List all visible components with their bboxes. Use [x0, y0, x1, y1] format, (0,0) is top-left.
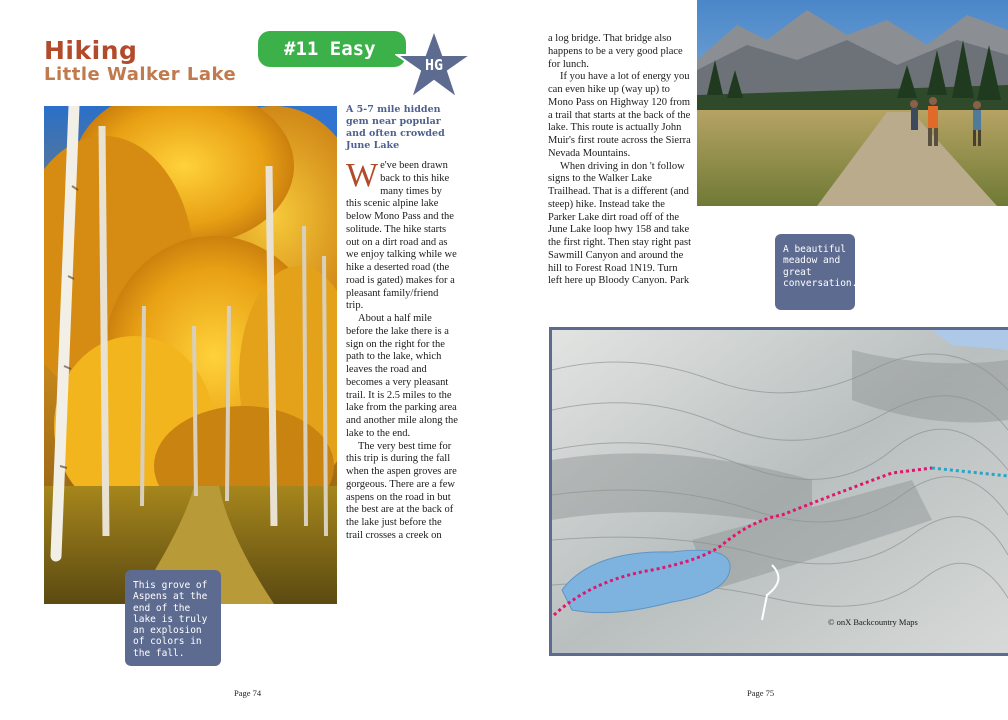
page-title: Hiking — [44, 36, 138, 65]
page-number-right: Page 75 — [747, 688, 775, 698]
difficulty-badge: #11 Easy — [258, 31, 406, 67]
paragraph: e've been drawn back to this hike many times by this scenic alpine lake below Mono Pass and the solitude. The hike starts out on a dirt road and as we enjoy talking while we hike a deserted road (the road is gated) makes for a pleasant family/friend trip. — [346, 160, 457, 312]
paragraph: The very best time for this trip is during the fall when the aspen groves are gorgeous. There are a few aspens on the road in but the best are at the back of the lake just before the trail crosses a creek on — [346, 440, 457, 541]
drop-cap: W — [346, 157, 379, 194]
page-subtitle: Little Walker Lake — [44, 64, 237, 85]
paragraph: About a half mile before the lake there is a sign on the right for the path to the lake, which leaves the road and becomes a very pleasant trail. It is 2.5 miles to the lake from the parking area and another mile along the lake to the end. — [346, 313, 458, 439]
aspen-grove-photo — [44, 106, 337, 604]
page-number-left: Page 74 — [234, 688, 262, 698]
paragraph: If you have a lot of energy you can even hike up (way up) to Mono Pass on Highway 120 from a trail that starts at the back of the lake. This route is actually John Muir's first route across the Sierra Nevada Mountains. — [548, 71, 691, 159]
article-subhead: A 5-7 mile hidden gem near popular and often crowded June Lake — [346, 104, 445, 151]
aspen-caption: This grove of Aspens at the end of the lake is truly an explosion of colors in the fall. — [125, 570, 221, 666]
body-column-2 — [548, 33, 692, 288]
map-credit: © onX Backcountry Maps — [828, 617, 918, 627]
trail-map — [549, 327, 1008, 656]
meadow-caption: A beautiful meadow and great conversation. — [775, 234, 855, 310]
meadow-hikers-photo — [697, 0, 1008, 206]
star-label: HG — [424, 56, 444, 74]
paragraph: When driving in don 't follow signs to the Walker Lake Trailhead. That is a different (and steep) hike. Instead take the Parker Lake dirt road off of the June Lake loop hwy 158 and take the first right. Then stay right past Sawmill Canyon and around the hill to Forest Road 1N19. Turn left here up Bloody Canyon. Park — [548, 160, 691, 287]
paragraph: a log bridge. That bridge also happens to be a very good place for lunch. — [548, 33, 683, 70]
body-column-1 — [346, 157, 458, 543]
